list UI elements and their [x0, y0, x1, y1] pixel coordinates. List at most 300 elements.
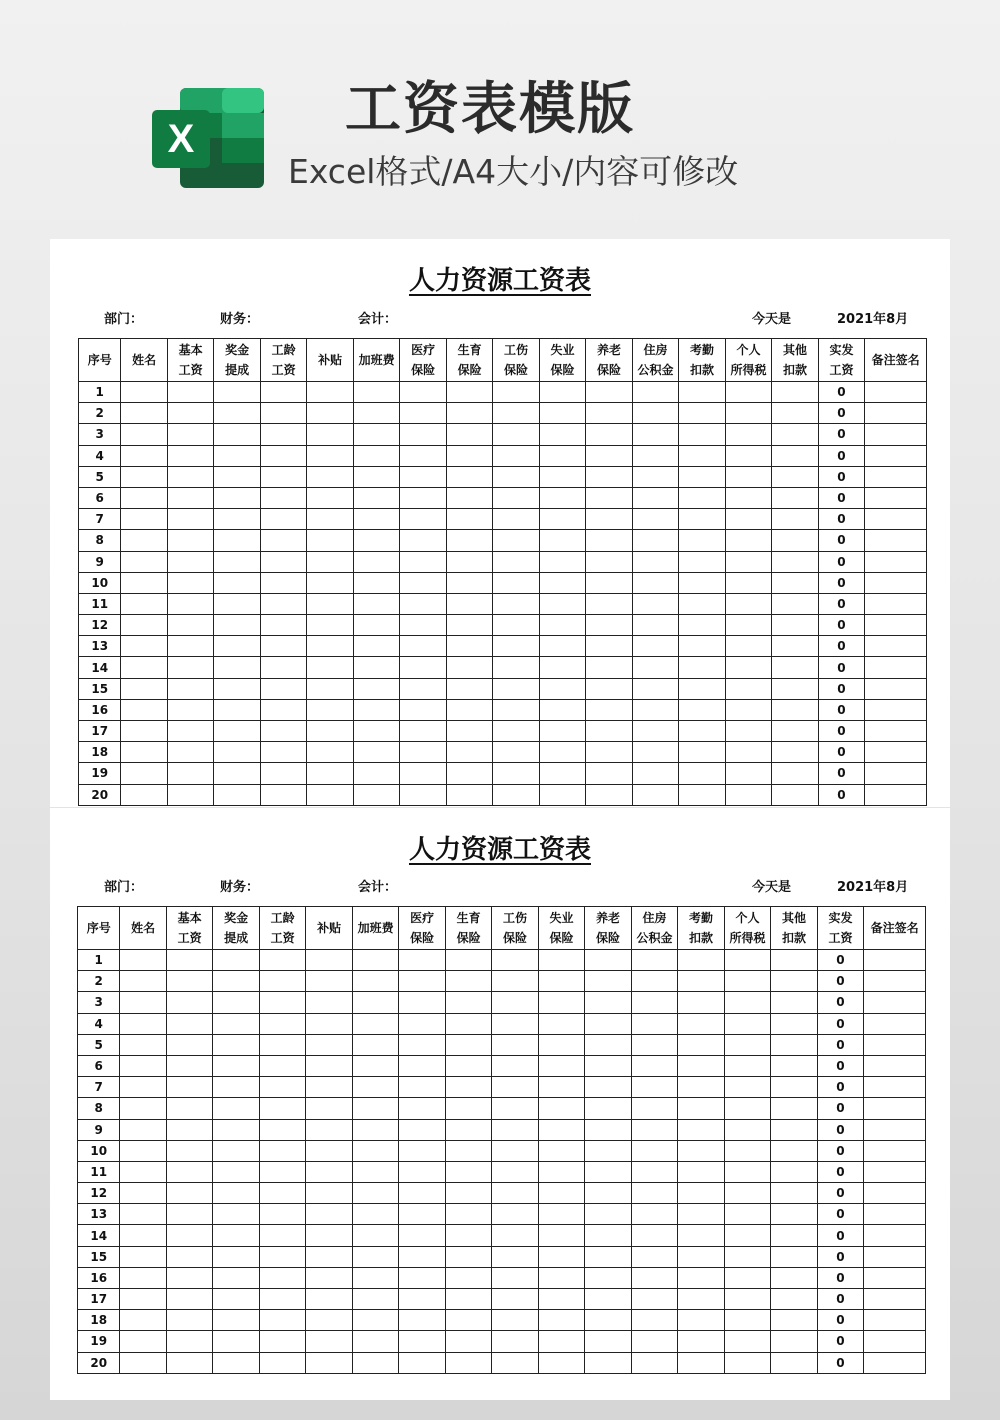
table-cell[interactable] — [493, 742, 539, 763]
table-cell[interactable] — [492, 971, 538, 992]
table-cell[interactable] — [306, 1013, 352, 1034]
table-cell[interactable] — [585, 1034, 631, 1055]
table-cell[interactable] — [445, 1119, 491, 1140]
table-cell[interactable] — [492, 1289, 538, 1310]
table-cell[interactable] — [307, 699, 353, 720]
table-cell[interactable] — [446, 466, 492, 487]
table-cell[interactable] — [352, 1077, 398, 1098]
table-cell[interactable] — [213, 1310, 259, 1331]
table-cell[interactable] — [539, 403, 585, 424]
table-cell[interactable] — [120, 1161, 166, 1182]
table-cell[interactable] — [585, 1352, 631, 1373]
table-cell[interactable] — [307, 382, 353, 403]
table-cell[interactable] — [399, 1352, 445, 1373]
table-cell[interactable] — [352, 1289, 398, 1310]
table-cell[interactable] — [399, 992, 445, 1013]
net-pay-cell[interactable]: 0 — [818, 657, 864, 678]
table-cell[interactable] — [214, 466, 260, 487]
table-cell[interactable] — [539, 784, 585, 805]
table-cell[interactable] — [445, 1267, 491, 1288]
table-cell[interactable] — [353, 424, 399, 445]
table-cell[interactable] — [539, 382, 585, 403]
table-cell[interactable] — [492, 1246, 538, 1267]
table-cell[interactable] — [585, 1161, 631, 1182]
table-cell[interactable] — [259, 1183, 305, 1204]
table-cell[interactable] — [353, 657, 399, 678]
table-cell[interactable] — [167, 487, 213, 508]
table-cell[interactable] — [585, 1098, 631, 1119]
table-cell[interactable] — [214, 445, 260, 466]
table-cell[interactable] — [492, 992, 538, 1013]
table-cell[interactable] — [538, 971, 584, 992]
table-cell[interactable] — [585, 1310, 631, 1331]
table-cell[interactable] — [400, 763, 446, 784]
table-cell[interactable] — [539, 593, 585, 614]
table-cell[interactable] — [352, 1352, 398, 1373]
table-cell[interactable] — [771, 1183, 817, 1204]
table-cell[interactable] — [121, 636, 167, 657]
table-cell[interactable] — [214, 382, 260, 403]
table-cell[interactable] — [631, 1098, 677, 1119]
table-cell[interactable] — [632, 678, 678, 699]
table-cell[interactable] — [632, 721, 678, 742]
table-cell[interactable] — [166, 1034, 212, 1055]
table-cell[interactable] — [865, 678, 927, 699]
table-cell[interactable] — [445, 1098, 491, 1119]
table-cell[interactable] — [538, 950, 584, 971]
table-cell[interactable] — [260, 509, 306, 530]
table-cell[interactable] — [214, 784, 260, 805]
table-cell[interactable] — [631, 950, 677, 971]
table-cell[interactable] — [399, 1267, 445, 1288]
table-cell[interactable] — [772, 403, 818, 424]
table-cell[interactable] — [864, 1098, 926, 1119]
net-pay-cell[interactable]: 0 — [818, 636, 864, 657]
table-cell[interactable] — [492, 1267, 538, 1288]
table-cell[interactable] — [307, 530, 353, 551]
table-cell[interactable] — [353, 466, 399, 487]
table-cell[interactable] — [214, 678, 260, 699]
table-cell[interactable] — [166, 971, 212, 992]
table-cell[interactable] — [539, 678, 585, 699]
table-cell[interactable] — [678, 992, 724, 1013]
table-cell[interactable] — [260, 721, 306, 742]
table-cell[interactable] — [353, 509, 399, 530]
table-cell[interactable] — [631, 1013, 677, 1034]
table-cell[interactable] — [166, 1161, 212, 1182]
net-pay-cell[interactable]: 0 — [817, 1310, 863, 1331]
table-cell[interactable] — [678, 1055, 724, 1076]
table-cell[interactable] — [865, 530, 927, 551]
table-cell[interactable] — [538, 1246, 584, 1267]
table-cell[interactable] — [586, 615, 632, 636]
table-cell[interactable] — [306, 1289, 352, 1310]
table-cell[interactable] — [678, 1204, 724, 1225]
table-cell[interactable] — [399, 1331, 445, 1352]
table-cell[interactable] — [446, 699, 492, 720]
table-cell[interactable] — [446, 403, 492, 424]
table-cell[interactable] — [538, 1289, 584, 1310]
table-cell[interactable] — [771, 1161, 817, 1182]
table-cell[interactable] — [445, 1331, 491, 1352]
table-cell[interactable] — [586, 572, 632, 593]
net-pay-cell[interactable]: 0 — [818, 615, 864, 636]
table-cell[interactable] — [679, 721, 725, 742]
net-pay-cell[interactable]: 0 — [817, 1140, 863, 1161]
table-cell[interactable] — [772, 593, 818, 614]
table-cell[interactable] — [121, 678, 167, 699]
table-cell[interactable] — [446, 424, 492, 445]
table-cell[interactable] — [400, 551, 446, 572]
table-cell[interactable] — [259, 1267, 305, 1288]
table-cell[interactable] — [120, 1267, 166, 1288]
table-cell[interactable] — [214, 636, 260, 657]
table-cell[interactable] — [632, 382, 678, 403]
table-cell[interactable] — [631, 1140, 677, 1161]
table-cell[interactable] — [632, 466, 678, 487]
table-cell[interactable] — [446, 382, 492, 403]
net-pay-cell[interactable]: 0 — [817, 1161, 863, 1182]
table-cell[interactable] — [724, 1077, 770, 1098]
net-pay-cell[interactable]: 0 — [818, 445, 864, 466]
table-cell[interactable] — [260, 445, 306, 466]
table-cell[interactable] — [167, 530, 213, 551]
table-cell[interactable] — [492, 1055, 538, 1076]
table-cell[interactable] — [771, 971, 817, 992]
table-cell[interactable] — [167, 784, 213, 805]
table-cell[interactable] — [539, 551, 585, 572]
table-cell[interactable] — [400, 487, 446, 508]
table-cell[interactable] — [213, 992, 259, 1013]
table-cell[interactable] — [493, 763, 539, 784]
table-cell[interactable] — [679, 784, 725, 805]
table-cell[interactable] — [725, 509, 771, 530]
table-cell[interactable] — [446, 742, 492, 763]
table-cell[interactable] — [399, 1204, 445, 1225]
table-cell[interactable] — [167, 424, 213, 445]
table-cell[interactable] — [679, 572, 725, 593]
table-cell[interactable] — [167, 721, 213, 742]
table-cell[interactable] — [493, 530, 539, 551]
table-cell[interactable] — [353, 636, 399, 657]
table-cell[interactable] — [400, 466, 446, 487]
table-cell[interactable] — [492, 1183, 538, 1204]
table-cell[interactable] — [679, 403, 725, 424]
table-cell[interactable] — [864, 1267, 926, 1288]
table-cell[interactable] — [399, 1013, 445, 1034]
table-cell[interactable] — [864, 992, 926, 1013]
table-cell[interactable] — [772, 551, 818, 572]
table-cell[interactable] — [586, 551, 632, 572]
table-cell[interactable] — [306, 971, 352, 992]
table-cell[interactable] — [213, 1013, 259, 1034]
table-cell[interactable] — [400, 615, 446, 636]
net-pay-cell[interactable]: 0 — [818, 763, 864, 784]
table-cell[interactable] — [864, 1225, 926, 1246]
table-cell[interactable] — [631, 1267, 677, 1288]
table-cell[interactable] — [865, 657, 927, 678]
table-cell[interactable] — [539, 509, 585, 530]
table-cell[interactable] — [260, 678, 306, 699]
table-cell[interactable] — [213, 1183, 259, 1204]
table-cell[interactable] — [586, 742, 632, 763]
table-cell[interactable] — [259, 1077, 305, 1098]
table-cell[interactable] — [445, 971, 491, 992]
table-cell[interactable] — [399, 950, 445, 971]
table-cell[interactable] — [632, 403, 678, 424]
table-cell[interactable] — [678, 1034, 724, 1055]
table-cell[interactable] — [214, 572, 260, 593]
table-cell[interactable] — [352, 1310, 398, 1331]
table-cell[interactable] — [120, 992, 166, 1013]
table-cell[interactable] — [446, 551, 492, 572]
table-cell[interactable] — [352, 1013, 398, 1034]
table-cell[interactable] — [166, 950, 212, 971]
table-cell[interactable] — [679, 530, 725, 551]
table-cell[interactable] — [772, 615, 818, 636]
table-cell[interactable] — [725, 424, 771, 445]
table-cell[interactable] — [120, 1013, 166, 1034]
net-pay-cell[interactable]: 0 — [817, 1331, 863, 1352]
table-cell[interactable] — [586, 657, 632, 678]
table-cell[interactable] — [631, 1119, 677, 1140]
table-cell[interactable] — [772, 784, 818, 805]
table-cell[interactable] — [678, 1140, 724, 1161]
table-cell[interactable] — [679, 593, 725, 614]
table-cell[interactable] — [400, 699, 446, 720]
net-pay-cell[interactable]: 0 — [817, 1352, 863, 1373]
table-cell[interactable] — [538, 1140, 584, 1161]
table-cell[interactable] — [446, 763, 492, 784]
table-cell[interactable] — [772, 699, 818, 720]
table-cell[interactable] — [771, 1331, 817, 1352]
table-cell[interactable] — [585, 1055, 631, 1076]
table-cell[interactable] — [121, 509, 167, 530]
table-cell[interactable] — [399, 1225, 445, 1246]
table-cell[interactable] — [586, 530, 632, 551]
net-pay-cell[interactable]: 0 — [817, 1267, 863, 1288]
table-cell[interactable] — [260, 615, 306, 636]
table-cell[interactable] — [307, 721, 353, 742]
table-cell[interactable] — [399, 1119, 445, 1140]
table-cell[interactable] — [493, 784, 539, 805]
table-cell[interactable] — [259, 1140, 305, 1161]
table-cell[interactable] — [538, 1098, 584, 1119]
table-cell[interactable] — [725, 657, 771, 678]
table-cell[interactable] — [399, 1140, 445, 1161]
table-cell[interactable] — [260, 466, 306, 487]
table-cell[interactable] — [864, 1140, 926, 1161]
table-cell[interactable] — [399, 1098, 445, 1119]
table-cell[interactable] — [632, 445, 678, 466]
table-cell[interactable] — [678, 1013, 724, 1034]
net-pay-cell[interactable]: 0 — [817, 1013, 863, 1034]
table-cell[interactable] — [771, 1013, 817, 1034]
table-cell[interactable] — [120, 1246, 166, 1267]
table-cell[interactable] — [120, 950, 166, 971]
net-pay-cell[interactable]: 0 — [817, 1034, 863, 1055]
net-pay-cell[interactable]: 0 — [818, 403, 864, 424]
table-cell[interactable] — [259, 1034, 305, 1055]
table-cell[interactable] — [725, 784, 771, 805]
table-cell[interactable] — [771, 1225, 817, 1246]
table-cell[interactable] — [538, 1352, 584, 1373]
table-cell[interactable] — [632, 615, 678, 636]
table-cell[interactable] — [586, 466, 632, 487]
table-cell[interactable] — [631, 1225, 677, 1246]
table-cell[interactable] — [214, 615, 260, 636]
net-pay-cell[interactable]: 0 — [817, 971, 863, 992]
table-cell[interactable] — [632, 530, 678, 551]
table-cell[interactable] — [214, 403, 260, 424]
table-cell[interactable] — [121, 487, 167, 508]
net-pay-cell[interactable]: 0 — [817, 1098, 863, 1119]
table-cell[interactable] — [352, 1225, 398, 1246]
table-cell[interactable] — [120, 1331, 166, 1352]
table-cell[interactable] — [492, 1034, 538, 1055]
table-cell[interactable] — [166, 1310, 212, 1331]
table-cell[interactable] — [400, 784, 446, 805]
table-cell[interactable] — [121, 615, 167, 636]
table-cell[interactable] — [724, 1310, 770, 1331]
table-cell[interactable] — [864, 1183, 926, 1204]
table-cell[interactable] — [679, 742, 725, 763]
table-cell[interactable] — [120, 1183, 166, 1204]
table-cell[interactable] — [865, 593, 927, 614]
table-cell[interactable] — [352, 1183, 398, 1204]
table-cell[interactable] — [166, 1119, 212, 1140]
net-pay-cell[interactable]: 0 — [817, 950, 863, 971]
table-cell[interactable] — [399, 1310, 445, 1331]
table-cell[interactable] — [632, 509, 678, 530]
table-cell[interactable] — [585, 950, 631, 971]
table-cell[interactable] — [772, 572, 818, 593]
table-cell[interactable] — [771, 1289, 817, 1310]
table-cell[interactable] — [772, 657, 818, 678]
table-cell[interactable] — [771, 992, 817, 1013]
table-cell[interactable] — [585, 1267, 631, 1288]
table-cell[interactable] — [120, 1352, 166, 1373]
table-cell[interactable] — [678, 1077, 724, 1098]
table-cell[interactable] — [307, 678, 353, 699]
table-cell[interactable] — [865, 509, 927, 530]
table-cell[interactable] — [214, 551, 260, 572]
table-cell[interactable] — [678, 1267, 724, 1288]
table-cell[interactable] — [352, 1331, 398, 1352]
table-cell[interactable] — [167, 699, 213, 720]
table-cell[interactable] — [307, 424, 353, 445]
table-cell[interactable] — [446, 530, 492, 551]
table-cell[interactable] — [260, 487, 306, 508]
table-cell[interactable] — [865, 551, 927, 572]
table-cell[interactable] — [445, 1013, 491, 1034]
table-cell[interactable] — [631, 1204, 677, 1225]
table-cell[interactable] — [399, 1077, 445, 1098]
table-cell[interactable] — [679, 487, 725, 508]
table-cell[interactable] — [260, 551, 306, 572]
table-cell[interactable] — [538, 1077, 584, 1098]
table-cell[interactable] — [865, 382, 927, 403]
table-cell[interactable] — [352, 1140, 398, 1161]
table-cell[interactable] — [120, 1055, 166, 1076]
table-cell[interactable] — [865, 763, 927, 784]
table-cell[interactable] — [259, 1013, 305, 1034]
table-cell[interactable] — [492, 1331, 538, 1352]
table-cell[interactable] — [771, 1352, 817, 1373]
table-cell[interactable] — [631, 1246, 677, 1267]
table-cell[interactable] — [771, 1267, 817, 1288]
table-cell[interactable] — [259, 992, 305, 1013]
table-cell[interactable] — [307, 636, 353, 657]
table-cell[interactable] — [771, 1310, 817, 1331]
table-cell[interactable] — [725, 382, 771, 403]
table-cell[interactable] — [585, 1119, 631, 1140]
table-cell[interactable] — [631, 1331, 677, 1352]
net-pay-cell[interactable]: 0 — [818, 742, 864, 763]
table-cell[interactable] — [724, 950, 770, 971]
table-cell[interactable] — [632, 424, 678, 445]
table-cell[interactable] — [724, 1034, 770, 1055]
table-cell[interactable] — [259, 1055, 305, 1076]
table-cell[interactable] — [538, 1183, 584, 1204]
table-cell[interactable] — [213, 1098, 259, 1119]
table-cell[interactable] — [121, 466, 167, 487]
table-cell[interactable] — [539, 424, 585, 445]
table-cell[interactable] — [352, 1204, 398, 1225]
table-cell[interactable] — [492, 1310, 538, 1331]
table-cell[interactable] — [307, 593, 353, 614]
table-cell[interactable] — [353, 551, 399, 572]
table-cell[interactable] — [166, 1352, 212, 1373]
table-cell[interactable] — [631, 1161, 677, 1182]
table-cell[interactable] — [213, 1119, 259, 1140]
table-cell[interactable] — [306, 1331, 352, 1352]
table-cell[interactable] — [772, 487, 818, 508]
table-cell[interactable] — [725, 678, 771, 699]
table-cell[interactable] — [865, 784, 927, 805]
table-cell[interactable] — [679, 509, 725, 530]
table-cell[interactable] — [538, 1055, 584, 1076]
table-cell[interactable] — [493, 403, 539, 424]
table-cell[interactable] — [352, 1034, 398, 1055]
table-cell[interactable] — [492, 1098, 538, 1119]
table-cell[interactable] — [166, 1183, 212, 1204]
table-cell[interactable] — [679, 763, 725, 784]
table-cell[interactable] — [772, 445, 818, 466]
table-cell[interactable] — [352, 1246, 398, 1267]
table-cell[interactable] — [586, 445, 632, 466]
table-cell[interactable] — [585, 971, 631, 992]
table-cell[interactable] — [632, 784, 678, 805]
table-cell[interactable] — [121, 742, 167, 763]
table-cell[interactable] — [167, 572, 213, 593]
table-cell[interactable] — [724, 1161, 770, 1182]
table-cell[interactable] — [493, 445, 539, 466]
table-cell[interactable] — [492, 1204, 538, 1225]
table-cell[interactable] — [586, 784, 632, 805]
table-cell[interactable] — [167, 657, 213, 678]
table-cell[interactable] — [539, 721, 585, 742]
table-cell[interactable] — [214, 487, 260, 508]
table-cell[interactable] — [724, 1204, 770, 1225]
table-cell[interactable] — [771, 1077, 817, 1098]
table-cell[interactable] — [492, 1013, 538, 1034]
table-cell[interactable] — [214, 721, 260, 742]
table-cell[interactable] — [492, 950, 538, 971]
table-cell[interactable] — [493, 657, 539, 678]
table-cell[interactable] — [771, 1034, 817, 1055]
table-cell[interactable] — [260, 403, 306, 424]
